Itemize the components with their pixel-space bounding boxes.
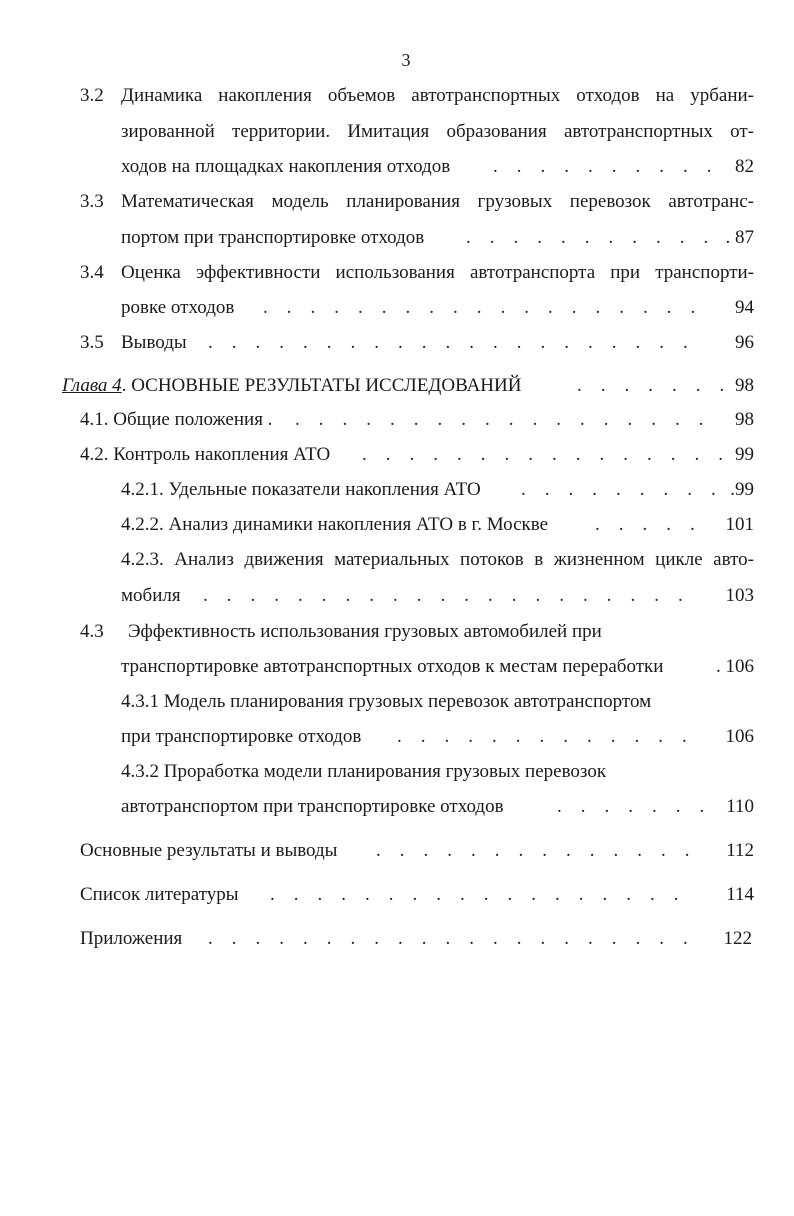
toc-title-line: Математическая модель планирования грузовых перевозок автотранс-	[121, 191, 754, 212]
leader-dots: . . . . . . . . . . . . . . . . . . . . .	[203, 585, 683, 606]
leader-dots: . . . . . . . . .	[521, 479, 716, 500]
toc-title-line: 4.3.1 Модель планирования грузовых перевозок автотранспортом	[121, 691, 652, 712]
chapter-label: Глава 4	[62, 375, 122, 396]
toc-page: 101	[725, 514, 754, 535]
toc-page: . 106	[716, 656, 754, 677]
toc-title: 4.1. Общие положения .	[80, 409, 273, 430]
toc-title-line: при транспортировке отходов	[121, 726, 362, 747]
leader-dots: . . . . . . . . . .	[493, 156, 712, 177]
chapter-title: . ОСНОВНЫЕ РЕЗУЛЬТАТЫ ИССЛЕДОВАНИЙ	[121, 375, 522, 396]
toc-title-line: 4.2.3. Анализ движения материальных потоков в жизненном цикле авто-	[121, 549, 754, 570]
toc-title-line: 4.3.2 Проработка модели планирования грузовых перевозок	[121, 761, 607, 782]
toc-title: 4.2. Контроль накопления АТО	[80, 444, 331, 465]
toc-number: 3.2	[80, 85, 104, 106]
toc-page: 122	[723, 928, 752, 949]
toc-page: 110	[726, 796, 754, 817]
toc-title-line: Оценка эффективности использования автотранспорта при транспорти-	[121, 262, 754, 283]
leader-dots: . . . . . . . . . . . . . . . . . . .	[263, 297, 696, 318]
leader-dots: . . . . . . .	[557, 796, 705, 817]
toc-number: 4.3	[80, 621, 104, 642]
toc-page: 112	[726, 840, 754, 861]
leader-dots: . . . . .	[595, 514, 695, 535]
leader-dots: . . . . . . .	[577, 375, 725, 396]
toc-title-line: автотранспортом при транспортировке отходов	[121, 796, 504, 817]
toc-title: Выводы	[121, 332, 187, 353]
toc-page: 96	[735, 332, 754, 353]
toc-title-line: зированной территории. Имитация образования автотранспортных от-	[121, 121, 754, 142]
toc-page: .99	[730, 479, 754, 500]
toc-title: Приложения	[80, 928, 183, 949]
leader-dots: . . . . . . . . . . . . . . . . . .	[270, 884, 679, 905]
leader-dots: . . . . . . . . . . . . . . . .	[362, 444, 723, 465]
toc-page: 106	[725, 726, 754, 747]
toc-title-line: мобиля	[121, 585, 181, 606]
toc-title-line: транспортировке автотранспортных отходов к местам переработки	[121, 656, 664, 677]
toc-page: 82	[735, 156, 754, 177]
page-number: 3	[401, 50, 411, 70]
toc-page: 98	[735, 375, 754, 396]
toc-page: . 87	[725, 227, 754, 248]
toc-number: 3.4	[80, 262, 104, 283]
leader-dots: . . . . . . . . . . . . .	[397, 726, 687, 747]
leader-dots: . . . . . . . . . . . . . . . . . .	[295, 409, 704, 430]
leader-dots: . . . . . . . . . . . . . . . . . . . . .	[208, 928, 688, 949]
toc-title-line: портом при транспортировке отходов	[121, 227, 425, 248]
toc-title-line: ровке отходов	[121, 297, 235, 318]
toc-title: Основные результаты и выводы	[80, 840, 338, 861]
toc-number: 3.3	[80, 191, 104, 212]
leader-dots: . . . . . . . . . . .	[466, 227, 709, 248]
toc-title-line: ходов на площадках накопления отходов	[121, 156, 451, 177]
toc-number: 3.5	[80, 332, 104, 353]
leader-dots: . . . . . . . . . . . . . . . . . . . . .	[208, 332, 688, 353]
toc-title: 4.2.2. Анализ динамики накопления АТО в г. Москве	[121, 514, 549, 535]
toc-title: Список литературы	[80, 884, 239, 905]
toc-page: 98	[735, 409, 754, 430]
toc-title: 4.2.1. Удельные показатели накопления АТО	[121, 479, 481, 500]
toc-title-line: Динамика накопления объемов автотранспортных отходов на урбани-	[121, 85, 754, 106]
toc-page: 103	[725, 585, 754, 606]
toc-page: 94	[735, 297, 754, 318]
leader-dots: . . . . . . . . . . . . . .	[376, 840, 690, 861]
toc-page: 114	[726, 884, 754, 905]
toc-title-line: Эффективность использования грузовых автомобилей при	[128, 621, 602, 642]
toc-page: 99	[735, 444, 754, 465]
